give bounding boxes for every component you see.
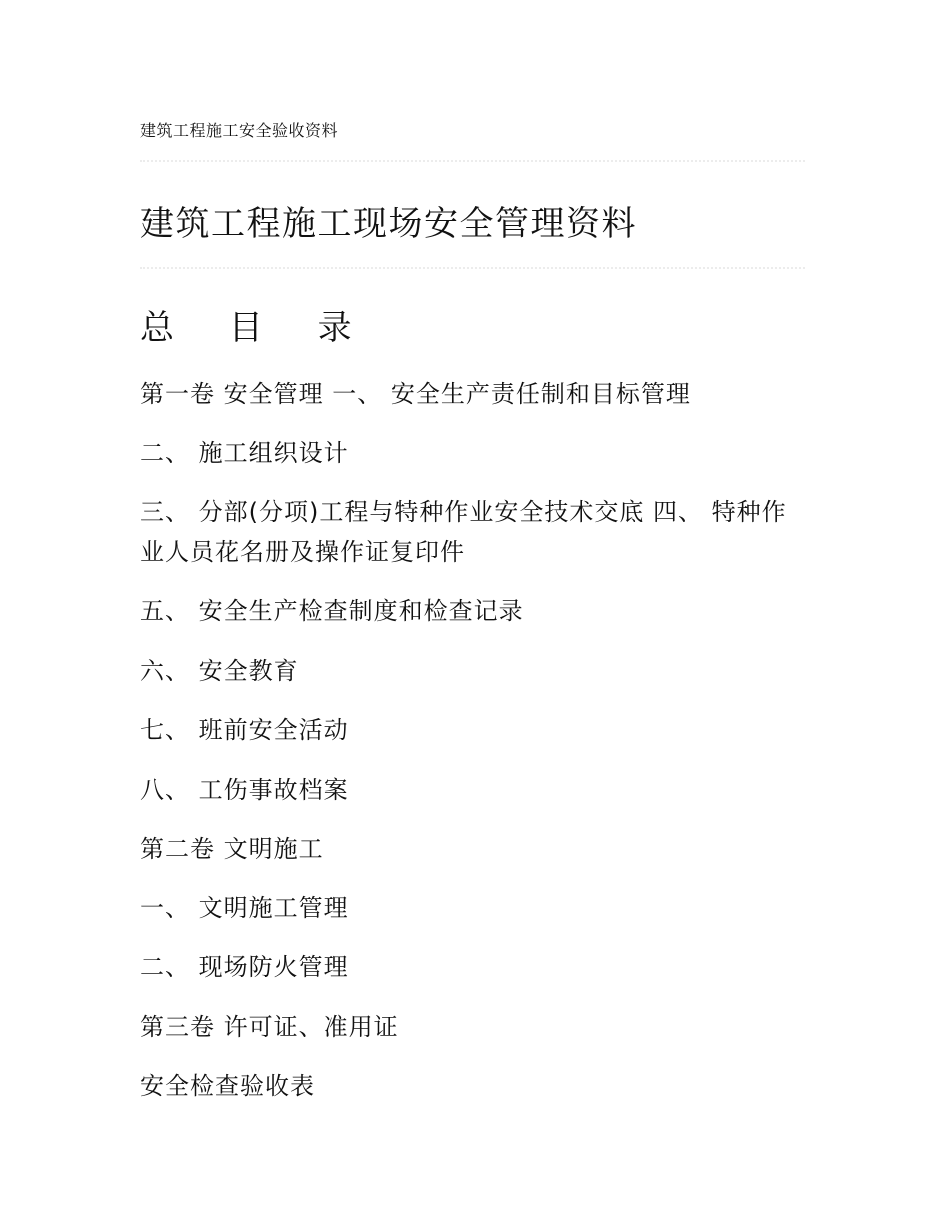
toc-entry: 第一卷 安全管理 一、 安全生产责任制和目标管理 [140, 380, 691, 408]
toc-entry: 安全检查验收表 [140, 1072, 315, 1100]
toc-heading: 总 目 录 [140, 308, 374, 348]
toc-entry: 一、 文明施工管理 [140, 894, 349, 922]
toc-entry: 五、 安全生产检查制度和检查记录 [140, 597, 524, 625]
document-title: 建筑工程施工现场安全管理资料 [140, 204, 637, 244]
toc-entry: 六、 安全教育 [140, 657, 299, 685]
toc-entry: 二、 施工组织设计 [140, 439, 349, 467]
toc-entry: 二、 现场防火管理 [140, 953, 349, 981]
title-divider [140, 267, 805, 269]
toc-entry: 第三卷 许可证、准用证 [140, 1013, 399, 1041]
toc-entry: 三、 分部(分项)工程与特种作业安全技术交底 四、 特种作业人员花名册及操作证复印件 [140, 498, 787, 566]
header-divider [140, 160, 805, 162]
toc-entry: 八、 工伤事故档案 [140, 776, 349, 804]
running-header: 建筑工程施工安全验收资料 [140, 121, 339, 140]
toc-entry: 七、 班前安全活动 [140, 716, 349, 744]
toc-entry: 第二卷 文明施工 [140, 835, 324, 863]
